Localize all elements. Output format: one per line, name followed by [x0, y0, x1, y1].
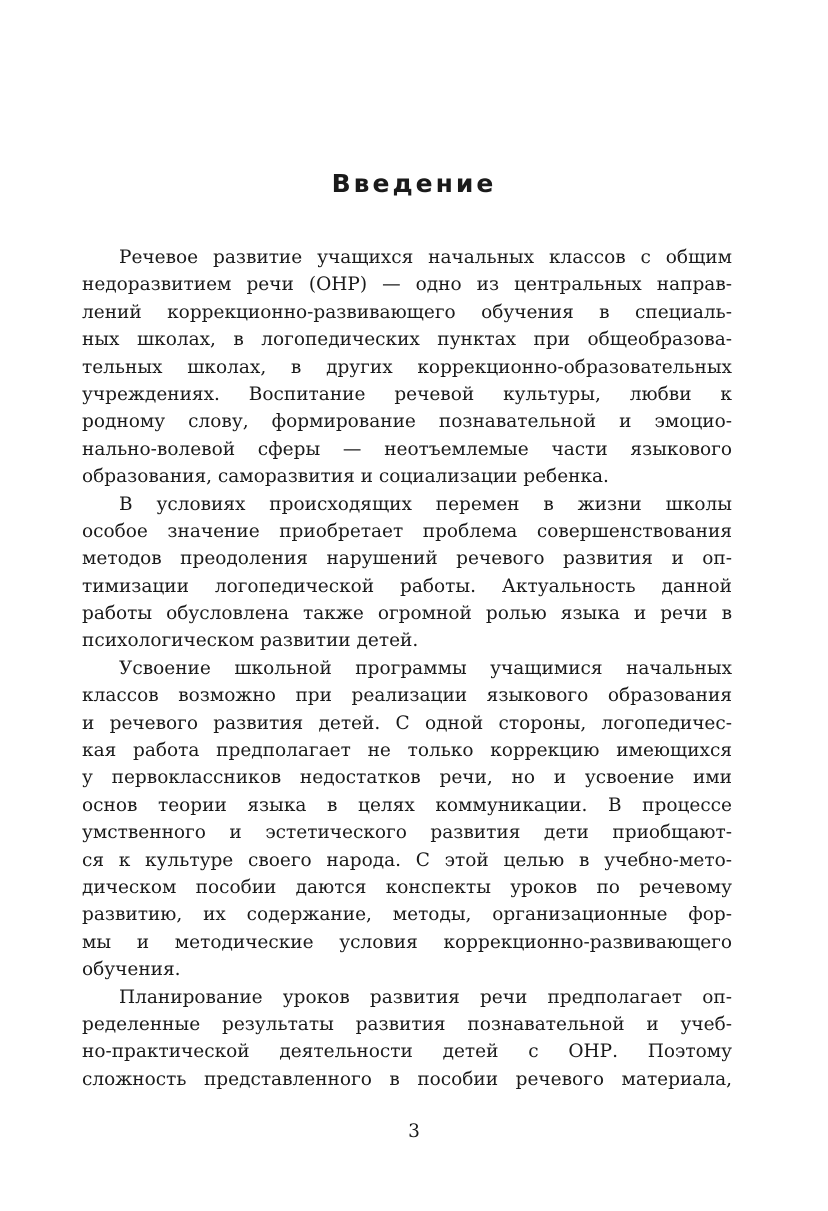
text-line: умственного и эстетического развития дети приобщают- — [82, 822, 732, 844]
text-line: родному слову, формирование познавательной и эмоцио- — [82, 411, 732, 433]
text-line: тимизации логопедической работы. Актуальность данной — [82, 575, 732, 597]
chapter-heading: Введение — [331, 169, 497, 198]
text-line: ся к культуре своего народа. С этой целью в учебно-мето- — [82, 849, 732, 871]
paragraph-4 — [82, 984, 732, 1094]
text-line: лений коррекционно-развивающего обучения в специаль- — [82, 301, 732, 323]
text-line: ных школах, в логопедических пунктах при общеобразова- — [82, 329, 732, 351]
page-number: 3 — [408, 1121, 420, 1142]
text-line: Планирование уроков развития речи предполагает оп- — [119, 986, 732, 1008]
text-line: Усвоение школьной программы учащимися начальных — [119, 657, 732, 679]
text-line: ределенные результаты развития познавательной и учеб- — [82, 1013, 732, 1035]
body-text — [82, 244, 732, 1093]
text-line: дическом пособии даются конспекты уроков по речевому — [82, 876, 732, 898]
text-line: образования, саморазвития и социализации ребенка. — [82, 466, 609, 488]
text-line: работы обусловлена также огромной ролью языка и речи в — [82, 603, 732, 625]
text-line: у первоклассников недостатков речи, но и усвоение ими — [82, 767, 732, 789]
text-line: и речевого развития детей. С одной стороны, логопедичес- — [82, 712, 732, 734]
text-line: недоразвитием речи (ОНР) — одно из центральных направ- — [82, 274, 732, 296]
text-line: основ теории языка в целях коммуникации. В процессе — [82, 794, 732, 816]
text-line: развитию, их содержание, методы, организационные фор- — [82, 904, 732, 926]
text-line: сложность представленного в пособии речевого материала, — [82, 1068, 732, 1090]
paragraph-1 — [82, 244, 732, 491]
paragraph-2 — [82, 491, 732, 655]
text-line: нально-волевой сферы — неотъемлемые части языкового — [82, 438, 732, 460]
text-line: методов преодоления нарушений речевого развития и оп- — [82, 548, 732, 570]
text-line: В условиях происходящих перемен в жизни школы — [119, 493, 732, 515]
text-line: особое значение приобретает проблема совершенствования — [82, 520, 732, 542]
text-line: психологическом развитии детей. — [82, 630, 419, 652]
text-line: классов возможно при реализации языкового образования — [82, 685, 732, 707]
text-line: Речевое развитие учащихся начальных классов с общим — [119, 247, 732, 268]
text-line: мы и методические условия коррекционно-развивающего — [82, 931, 732, 953]
text-line: но-практической деятельности детей с ОНР. Поэтому — [82, 1041, 732, 1063]
text-line: тельных школах, в других коррекционно-образовательных — [82, 356, 732, 378]
text-line: кая работа предполагает не только коррекцию имеющихся — [82, 740, 732, 762]
text-line: обучения. — [82, 959, 181, 981]
paragraph-3 — [82, 655, 732, 984]
text-line: учреждениях. Воспитание речевой культуры, любви к — [82, 383, 732, 405]
